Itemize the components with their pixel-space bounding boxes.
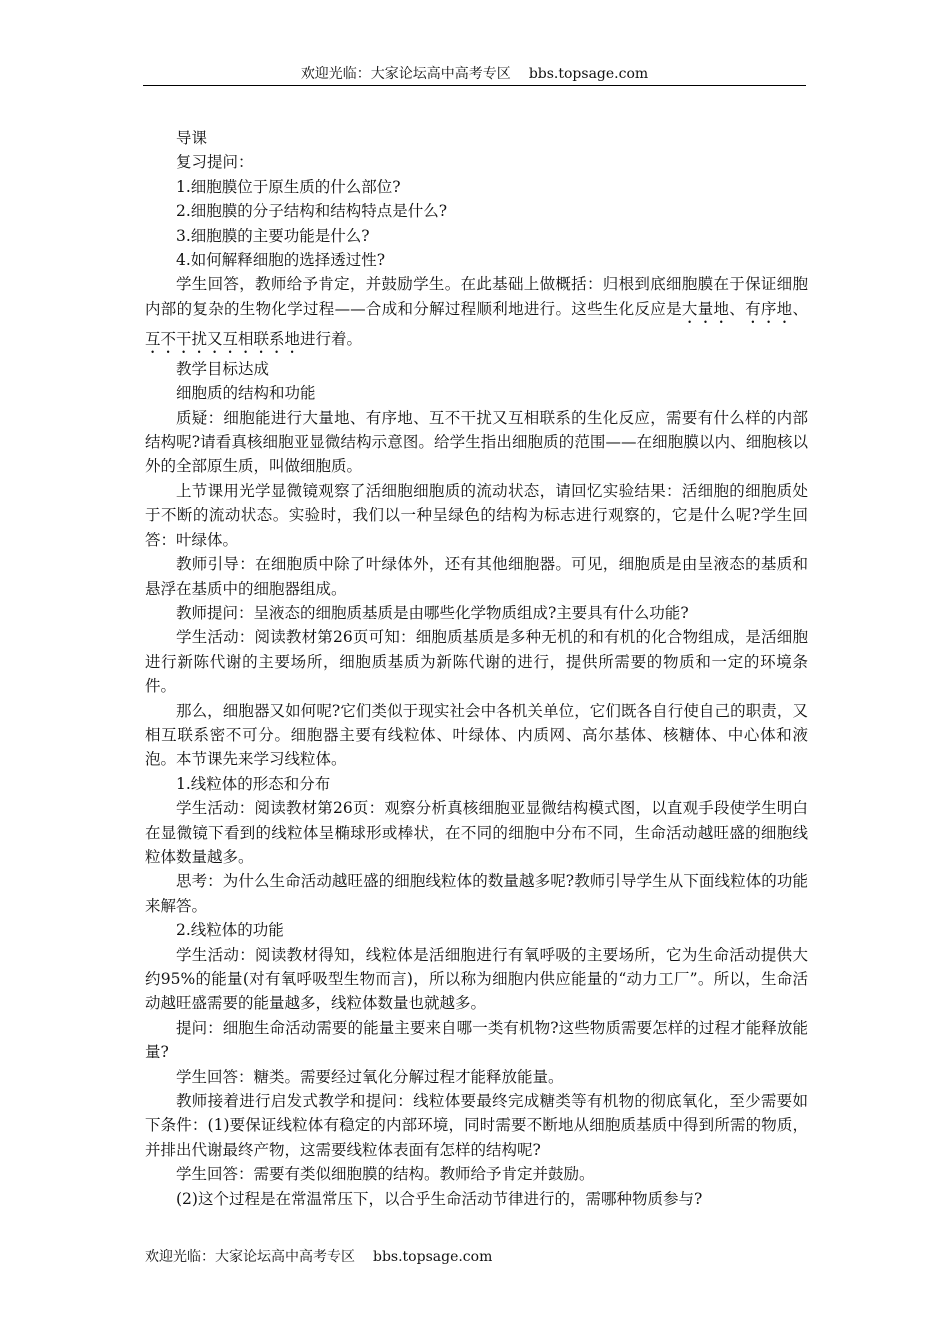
- paragraph-teacher-heuristic: 教师接着进行启发式教学和提问：线粒体要最终完成糖类等有机物的彻底氧化，至少需要如下条件：(1)要保证线粒体有稳定的内部环境，同时需要不断地从细胞质基质中得到所需的物质，并排出代谢最终产物，这需要线粒体表面有怎样的结构呢?: [145, 1092, 808, 1159]
- review-question-1: 1.细胞膜位于原生质的什么部位?: [176, 177, 401, 196]
- review-questions-label: 复习提问：: [176, 153, 254, 172]
- paragraph-teacher-question: 教师提问：呈液态的细胞质基质是由哪些化学物质组成?主要具有什么功能?: [176, 603, 689, 622]
- summary-text-before: 学生回答，教师给予肯定，并鼓励学生。在此基础上做概括：归根到底细胞膜在于保证细胞内部的复杂的生物化学过程——合成和分解过程顺利地进行。这些生化反应是: [145, 275, 808, 318]
- page-footer: [145, 1247, 492, 1267]
- subheading-mitochondria-form: 1.线粒体的形态和分布: [176, 774, 331, 793]
- paragraph-organelles: 那么，细胞器又如何呢?它们类似于现实社会中各机关单位，它们既各自行使自己的职责，又相互联系密不可分。细胞器主要有线粒体、叶绿体、内质网、高尔基体、核糖体、中心体和液泡。本节课先来学习线粒体。: [145, 701, 808, 769]
- paragraph-student-activity-1: 学生活动：阅读教材第26页可知：细胞质基质是多种无机的和有机的化合物组成，是活细胞进行新陈代谢的主要场所，细胞质基质为新陈代谢的进行，提供所需要的物质和一定的环境条件。: [145, 628, 808, 696]
- page-header: [143, 64, 806, 86]
- subheading-mitochondria-function: 2.线粒体的功能: [176, 921, 284, 940]
- paragraph-experiment: 上节课用光学显微镜观察了活细胞细胞质的流动状态，请回忆实验结果：活细胞的细胞质处于不断的流动状态。实验时，我们以一种呈绿色的结构为标志进行观察的，它是什么呢?学生回答：叶绿体。: [145, 481, 808, 549]
- paragraph-student-activity-3: 学生活动：阅读教材得知，线粒体是活细胞进行有氧呼吸的主要场所，它为生命活动提供大约95%的能量(对有氧呼吸型生物而言)，所以称为细胞内供应能量的“动力工厂”。所以，生命活动越旺盛需要的能量越多，线粒体数量也就越多。: [145, 945, 808, 1013]
- paragraph-student-answer-2: 学生回答：需要有类似细胞膜的结构。教师给予肯定并鼓励。: [176, 1165, 595, 1184]
- paragraph-teacher-guide: 教师引导：在细胞质中除了叶绿体外，还有其他细胞器。可见，细胞质是由呈液态的基质和悬浮在基质中的细胞器组成。: [145, 555, 808, 598]
- summary-paragraph: [145, 272, 808, 356]
- review-question-4: 4.如何解释细胞的选择透过性?: [176, 251, 386, 270]
- paragraph-student-activity-2: 学生活动：阅读教材第26页：观察分析真核细胞亚显微结构模式图，以直观手段使学生明白在显微镜下看到的线粒体呈椭球形或棒状，在不同的细胞中分布不同，生命活动越旺盛的细胞线粒体数量越多。: [145, 799, 808, 866]
- paragraph-condition-2: (2)这个过程是在常温常压下，以合乎生命活动节律进行的，需哪种物质参与?: [176, 1189, 703, 1208]
- heading-lead-in: 导课: [176, 129, 208, 147]
- paragraph-student-answer-1: 学生回答：糖类。需要经过氧化分解过程才能释放能量。: [176, 1067, 564, 1086]
- header-url-link[interactable]: bbs.topsage.com: [528, 66, 649, 82]
- header-welcome-text: 欢迎光临：大家论坛高中高考专区: [300, 66, 511, 82]
- footer-welcome-text: 欢迎光临：大家论坛高中高考专区: [145, 1249, 355, 1265]
- section-heading-goals: 教学目标达成: [176, 359, 270, 378]
- section-heading-cytoplasm: 细胞质的结构和功能: [176, 384, 316, 403]
- review-question-3: 3.细胞膜的主要功能是什么?: [176, 226, 370, 245]
- paragraph-question: 质疑：细胞能进行大量地、有序地、互不干扰又互相联系的生化反应，需要有什么样的内部结构呢?请看真核细胞亚显微结构示意图。给学生指出细胞质的范围——在细胞膜以内、细胞核以外的全部原生质，叫做细胞质。: [145, 408, 808, 476]
- emphasized-phrase: 大量地、有序地、互不干扰又互相联系地: [145, 299, 808, 348]
- paragraph-energy-question: 提问：细胞生命活动需要的能量主要来自哪一类有机物?这些物质需要怎样的过程才能释放能量?: [145, 1018, 808, 1062]
- paragraph-think: 思考：为什么生命活动越旺盛的细胞线粒体的数量越多呢?教师引导学生从下面线粒体的功能来解答。: [145, 872, 808, 915]
- review-question-2: 2.细胞膜的分子结构和结构特点是什么?: [176, 202, 448, 221]
- summary-text-after: 进行着。: [300, 329, 363, 348]
- document-body: [145, 126, 808, 1211]
- footer-url-link[interactable]: bbs.topsage.com: [373, 1249, 493, 1265]
